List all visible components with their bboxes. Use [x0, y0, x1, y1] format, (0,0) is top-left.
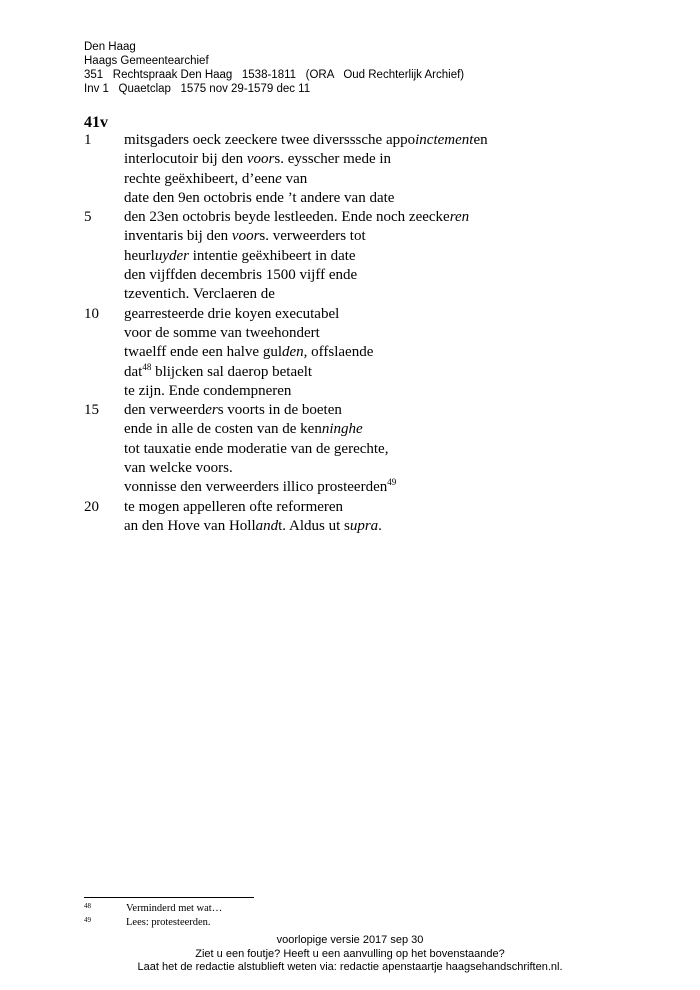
- line-text: [124, 227, 366, 246]
- text-segment: offslaende: [307, 344, 374, 361]
- text-segment: gearresteerde drie koyen executabel: [124, 305, 340, 322]
- footnote-text: Verminderd met wat…: [126, 903, 223, 914]
- text-segment: voor de somme van tweehondert: [124, 324, 320, 341]
- expanded-abbreviation: inctement: [415, 132, 474, 148]
- text-segment: mitsgaders oeck zeeckere twee diversssche appo: [124, 132, 416, 148]
- line-text: [124, 478, 396, 497]
- text-segment: s voorts in de boeten: [217, 402, 342, 419]
- header-archive: Haags Gemeentearchief: [84, 55, 209, 67]
- footer-question: Ziet u een foutje? Heeft u een aanvulling op het bovenstaande?: [195, 947, 505, 960]
- line-number: 1: [84, 132, 92, 148]
- line-number: 5: [84, 209, 92, 226]
- footnote-text: Lees: protesteerden.: [126, 917, 211, 928]
- footnote-divider: [84, 897, 254, 898]
- line-text: [124, 208, 469, 227]
- line-text: [124, 459, 233, 478]
- text-segment: interlocutoir bij den: [124, 151, 247, 168]
- line-text: [124, 247, 356, 266]
- line-text: [124, 266, 357, 285]
- line-text: [124, 343, 373, 362]
- line-text: [124, 420, 363, 439]
- expanded-abbreviation: voor: [231, 228, 260, 245]
- line-text: [124, 363, 312, 382]
- text-segment: heurl: [124, 247, 155, 264]
- line-text: [124, 382, 291, 401]
- text-segment: van welcke voors.: [124, 460, 233, 477]
- line-text: [124, 305, 339, 324]
- footnote-reference: 49: [387, 477, 397, 488]
- text-segment: an den Hove van Holl: [124, 517, 256, 534]
- text-segment: twaelff ende een halve gul: [124, 344, 282, 361]
- text-segment: rechte geëxhibeert, d’een: [124, 170, 276, 187]
- archive-header: [84, 40, 464, 96]
- line-text: [124, 285, 275, 304]
- text-segment: date den 9en octobris ende ’t andere van date: [124, 189, 395, 206]
- expanded-abbreviation: e: [275, 170, 282, 187]
- text-segment: blijcken sal daerop betaelt: [151, 363, 313, 380]
- page-footer: [0, 934, 700, 975]
- footnote-number: 49: [84, 916, 91, 924]
- text-segment: s. eysscher mede in: [274, 151, 392, 168]
- text-segment: .: [378, 517, 382, 534]
- line-number: 10: [84, 305, 99, 322]
- text-segment: t. Aldus ut s: [278, 517, 350, 534]
- expanded-abbreviation: den,: [281, 344, 308, 361]
- line-text: [124, 517, 382, 536]
- line-text: [124, 498, 343, 517]
- text-segment: inventaris bij den: [124, 228, 232, 245]
- footer-contact: Laat het de redactie alstublieft weten via: redactie apenstaartje haagsehandschriften.nl.: [137, 961, 563, 973]
- expanded-abbreviation: and: [255, 517, 279, 534]
- expanded-abbreviation: ren: [449, 209, 470, 226]
- text-segment: van: [281, 170, 308, 187]
- footer-version: voorlopige versie 2017 sep 30: [276, 934, 424, 946]
- text-segment: en: [473, 132, 488, 148]
- line-text: [124, 440, 388, 459]
- line-text: [124, 170, 307, 189]
- expanded-abbreviation: uyder: [154, 247, 189, 264]
- text-segment: ende in alle de costen van de ken: [124, 421, 322, 438]
- header-inventory: Inv 1 Quaetclap 1575 nov 29-1579 dec 11: [84, 83, 311, 95]
- expanded-abbreviation: upra: [349, 517, 379, 534]
- folio-number: 41v: [84, 114, 108, 131]
- line-text: [124, 131, 488, 150]
- text-segment: s. verweerders tot: [259, 228, 366, 245]
- text-segment: intentie geëxhibeert in date: [188, 247, 356, 264]
- text-segment: vonnisse den verweerders illico prosteerden: [124, 479, 388, 496]
- text-segment: te mogen appelleren ofte reformeren: [124, 498, 344, 515]
- text-segment: tot tauxatie ende moderatie van de gerechte,: [124, 440, 389, 457]
- line-number: 20: [84, 498, 99, 515]
- text-segment: den 23en octobris beyde lestleeden. Ende noch zeecke: [124, 209, 450, 226]
- footnote-reference: 48: [142, 361, 152, 372]
- text-segment: dat: [124, 363, 143, 380]
- footnote-number: 48: [84, 902, 91, 910]
- text-segment: te zijn. Ende condempneren: [124, 382, 292, 399]
- text-segment: den verweerd: [124, 402, 206, 419]
- expanded-abbreviation: ninghe: [321, 421, 363, 438]
- line-number: 15: [84, 402, 99, 419]
- line-text: [124, 189, 394, 208]
- expanded-abbreviation: er: [205, 402, 218, 419]
- text-segment: tzeventich. Verclaeren de: [124, 286, 275, 303]
- line-text: [124, 401, 342, 420]
- text-segment: den vijffden decembris 1500 vijff ende: [124, 267, 358, 284]
- header-collection: 351 Rechtspraak Den Haag 1538-1811 (ORA Oud Rechterlijk Archief): [84, 69, 465, 81]
- header-city: Den Haag: [84, 41, 136, 53]
- line-text: [124, 324, 320, 343]
- expanded-abbreviation: voor: [246, 151, 275, 168]
- line-text: [124, 150, 391, 169]
